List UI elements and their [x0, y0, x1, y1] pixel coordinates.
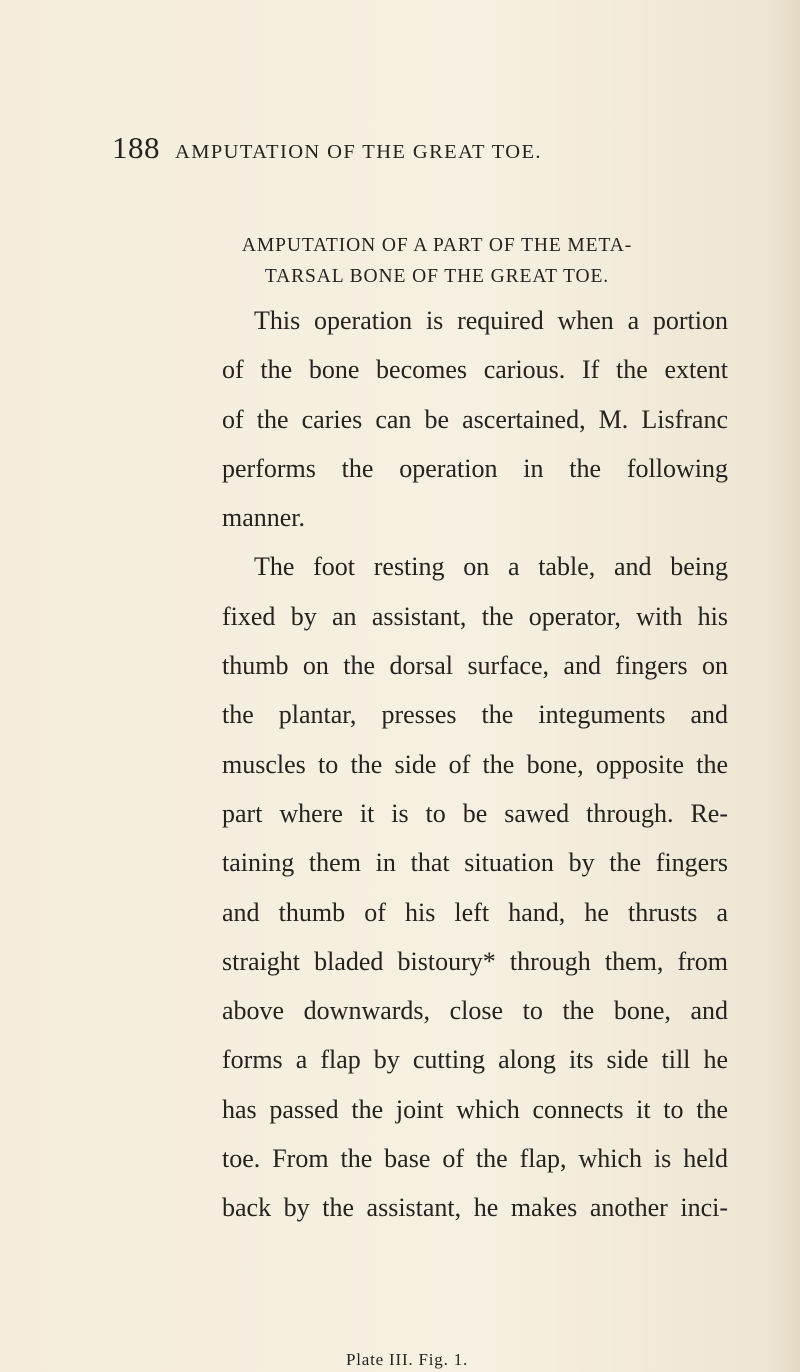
body-line: manner. [222, 503, 306, 533]
section-heading-line: TARSAL BONE OF THE GREAT TOE. [264, 266, 610, 287]
body-line: straight bladed bistoury* through them, from [222, 946, 728, 976]
body-line: The foot resting on a table, and being [254, 552, 728, 582]
section-heading [147, 230, 727, 292]
section-heading-line: AMPUTATION OF A PART OF THE META- [241, 235, 633, 256]
body-line: toe. From the base of the flap, which is held [222, 1144, 728, 1174]
body-line: performs the operation in the following [222, 453, 728, 483]
body-line: the plantar, presses the integuments and [222, 700, 728, 730]
footnote: Plate III. Fig. 1. [346, 1350, 469, 1369]
page-number: 188 [112, 130, 160, 165]
body-line: of the bone becomes carious. If the extent [222, 355, 728, 385]
body-line: taining them in that situation by the fingers [222, 848, 728, 878]
body-line: of the caries can be ascertained, M. Lisfranc [222, 404, 728, 434]
body-line: forms a flap by cutting along its side till he [222, 1045, 728, 1075]
body-line: thumb on the dorsal surface, and fingers on [222, 651, 728, 681]
body-line: and thumb of his left hand, he thrusts a [222, 897, 728, 927]
body-line: has passed the joint which connects it to the [222, 1094, 728, 1124]
running-title: AMPUTATION OF THE GREAT TOE. [175, 141, 542, 163]
running-head [112, 132, 712, 163]
body-text [222, 296, 728, 1233]
body-line: muscles to the side of the bone, opposite the [222, 749, 728, 779]
body-line: part where it is to be sawed through. Re- [222, 798, 728, 828]
body-line: fixed by an assistant, the operator, with his [222, 601, 728, 631]
body-line: back by the assistant, he makes another inci- [222, 1193, 728, 1223]
body-line: This operation is required when a portion [254, 306, 728, 335]
body-line: above downwards, close to the bone, and [222, 996, 728, 1026]
